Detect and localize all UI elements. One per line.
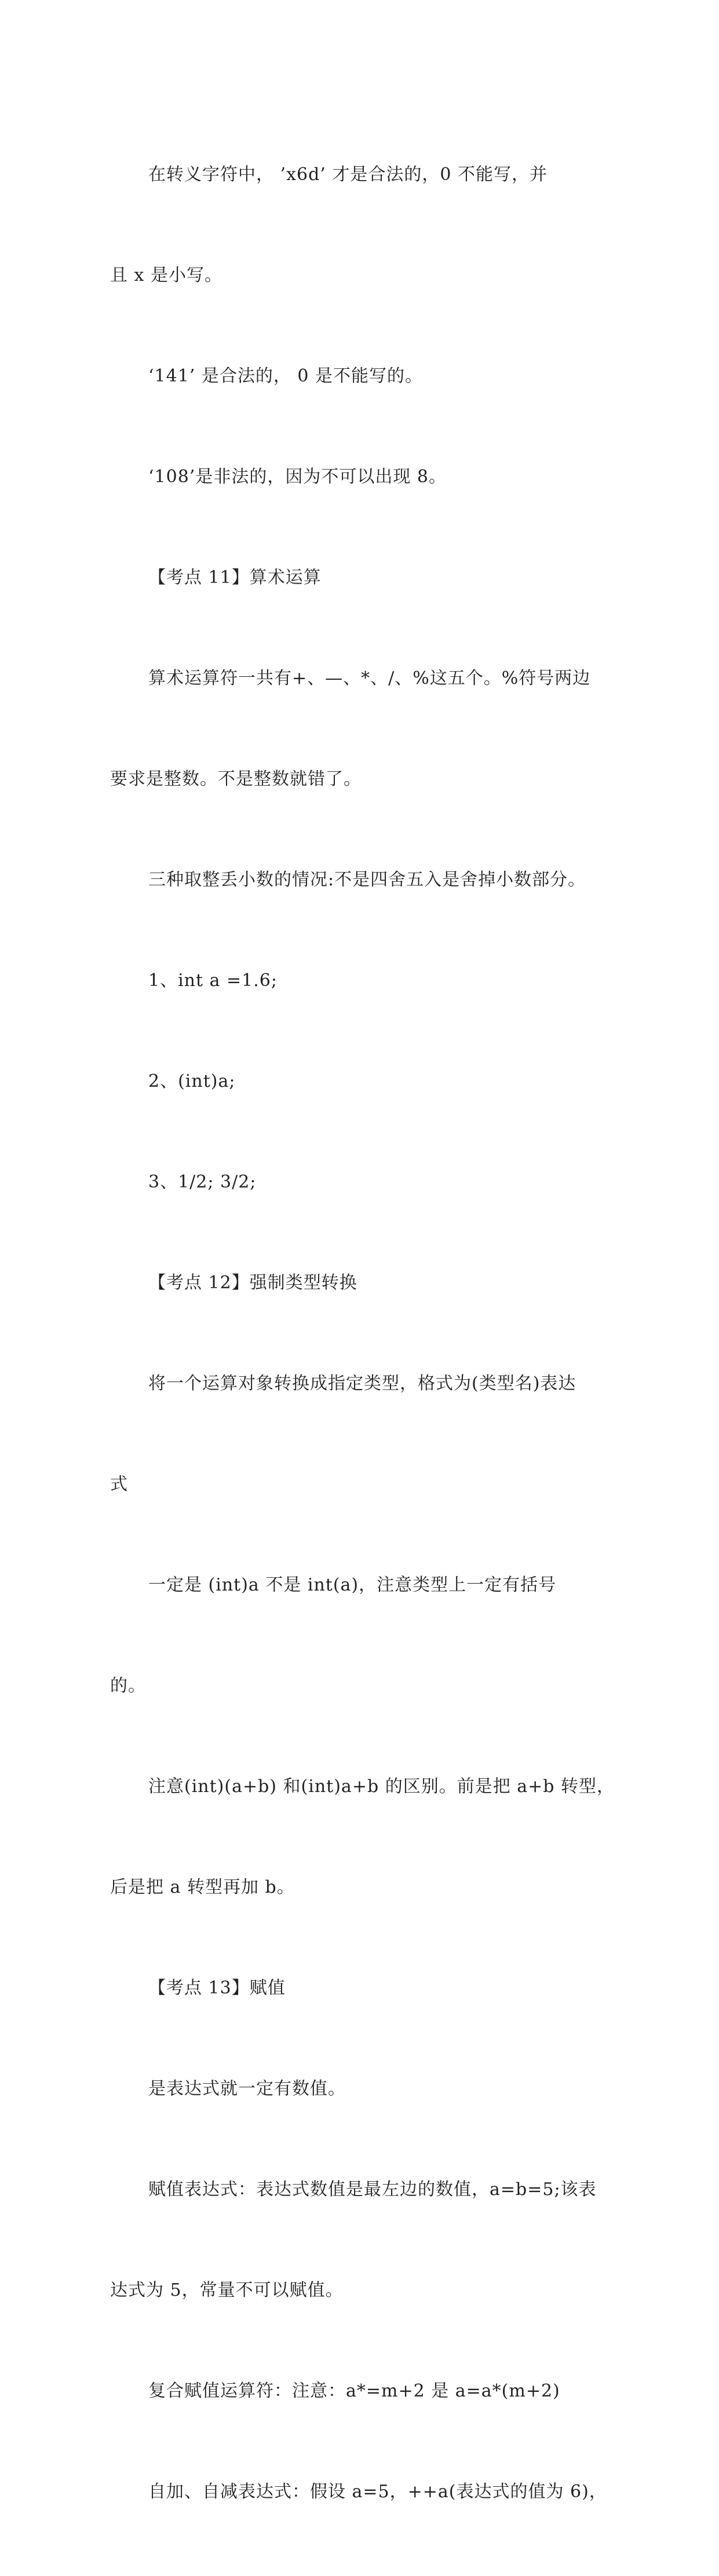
text-line: 三种取整丢小数的情况:不是四舍五入是舍掉小数部分。 — [148, 870, 586, 890]
text-line: 达式为 5，常量不可以赋值。 — [110, 2280, 344, 2300]
text-line: 自加、自减表达式：假设 a=5，++a(表达式的值为 6)， — [148, 2482, 607, 2502]
section-heading: 【考点 12】强制类型转换 — [148, 1273, 357, 1293]
text-line: 2、(int)a; — [148, 1071, 236, 1091]
text-line: 将一个运算对象转换成指定类型，格式为(类型名)表达 — [148, 1373, 576, 1394]
text-line: 一定是 (int)a 不是 int(a)，注意类型上一定有括号 — [148, 1575, 557, 1595]
text-line: 1、int a =1.6; — [148, 970, 278, 991]
text-line: 是表达式就一定有数值。 — [148, 2079, 346, 2099]
text-line: 式 — [110, 1474, 128, 1494]
text-line: 的。 — [110, 1676, 146, 1696]
text-line: 在转义字符中， ’x6d’ 才是合法的，0 不能写，并 — [148, 164, 548, 185]
text-line: 算术运算符一共有+、—、*、/、%这五个。%符号两边 — [148, 668, 591, 688]
text-line: 且 x 是小写。 — [110, 265, 222, 285]
text-line: ‘108’是非法的，因为不可以出现 8。 — [148, 467, 447, 487]
section-heading: 【考点 13】赋值 — [148, 1978, 286, 1998]
section-heading: 【考点 11】算术运算 — [148, 567, 322, 588]
text-line: 赋值表达式：表达式数值是最左边的数值，a=b=5;该表 — [148, 2179, 597, 2200]
document-body — [110, 91, 615, 2576]
text-line: 注意(int)(a+b) 和(int)a+b 的区别。前是把 a+b 转型， — [148, 1776, 615, 1797]
text-line: ‘141’ 是合法的， 0 是不能写的。 — [148, 366, 424, 386]
text-line: 复合赋值运算符：注意：a*=m+2 是 a=a*(m+2) — [148, 2381, 560, 2401]
text-line: 后是把 a 转型再加 b。 — [110, 1877, 295, 1897]
text-line: 要求是整数。不是整数就错了。 — [110, 769, 362, 789]
text-line: 3、1/2; 3/2; — [148, 1172, 257, 1192]
